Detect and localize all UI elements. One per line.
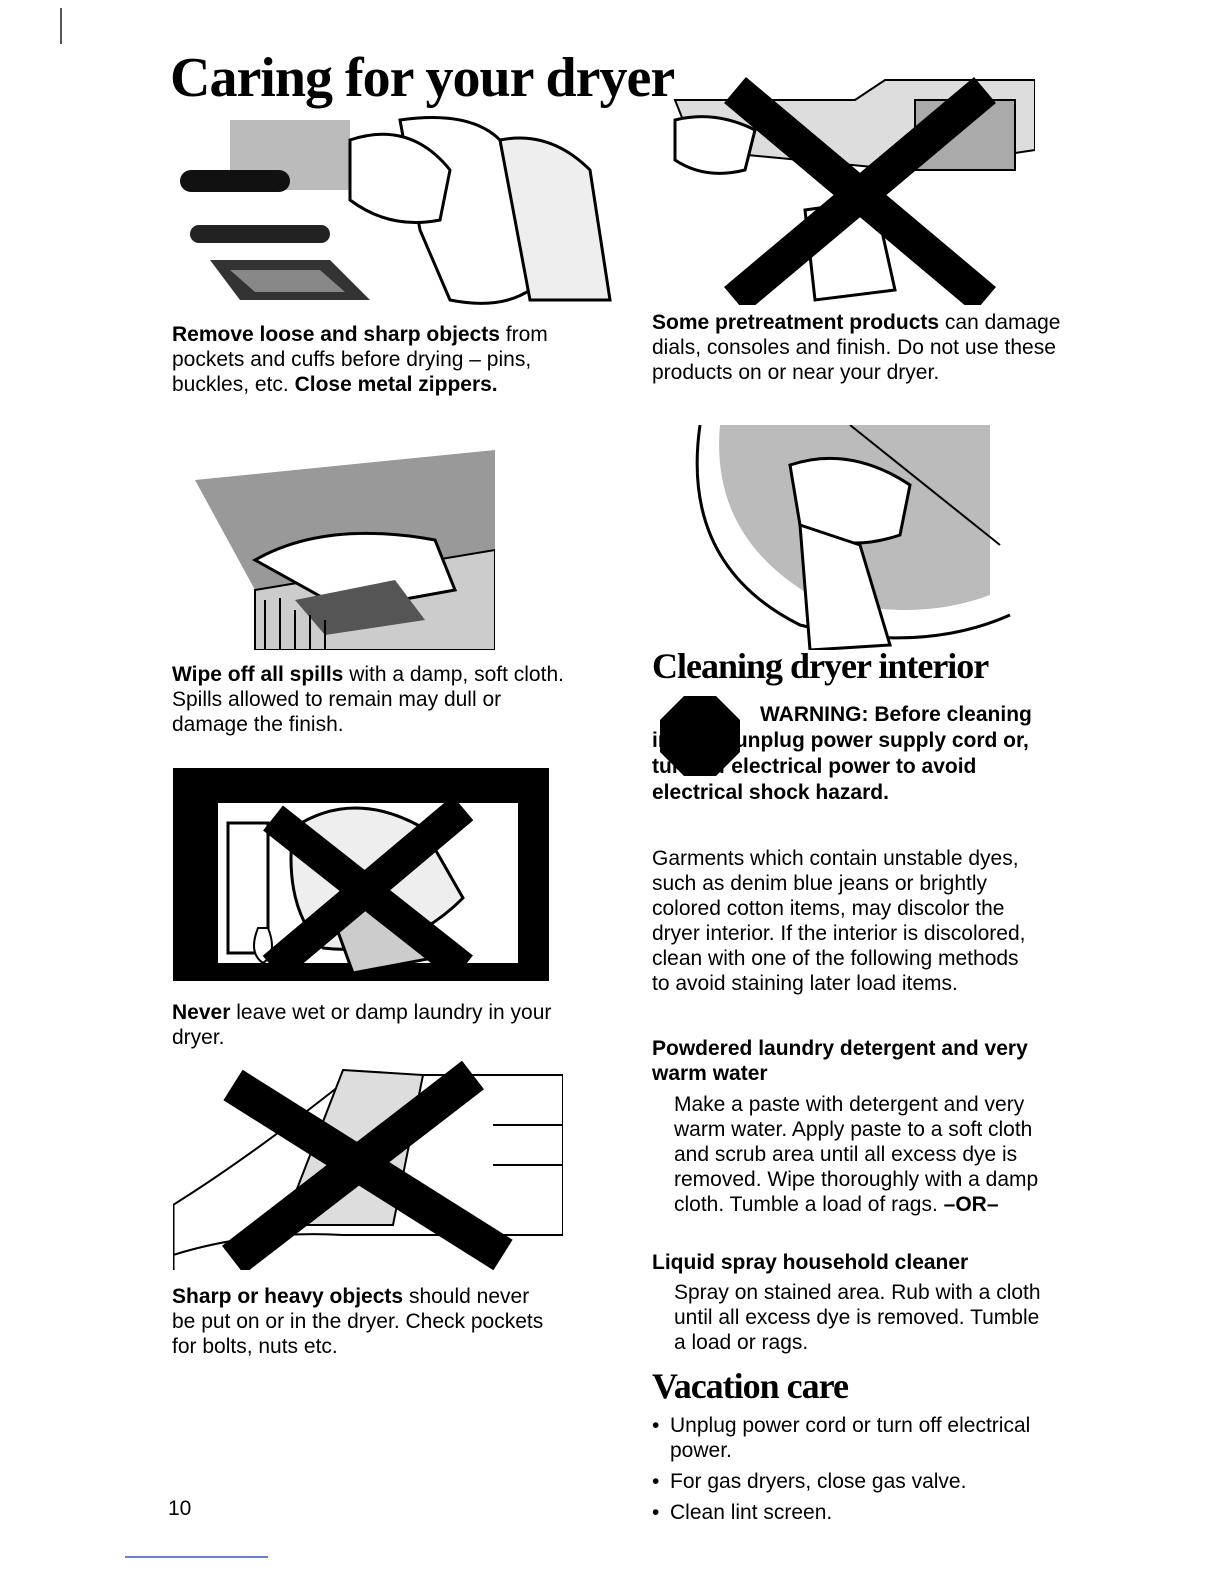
never-bold: Never [172,1001,231,1024]
method2-title: Liquid spray household cleaner [652,1251,969,1274]
bottom-rule [125,1556,268,1558]
illustration-wipe-spill [195,440,495,650]
pretreatment-text [652,310,1072,385]
method1-body: Make a paste with detergent and very warm water. Apply paste to a soft cloth and scrub area until all excess dye is removed. Wipe thoroughly with a damp cloth. Tumble a load of rags. [674,1093,1039,1216]
warning-text: WARNING: Before cleaning interior, unplug power supply cord or, turn off electrical power to avoid electrical shock hazard. [652,703,1032,804]
page-number: 10 [168,1497,192,1520]
illustration-pretreatment-x [655,60,1035,305]
vacation-item-2: For gas dryers, close gas valve. [670,1470,967,1493]
sharp-heavy-body: should never be put on or in the dryer. Check pockets for bolts, nuts etc. [172,1285,544,1358]
sharp-heavy-bold: Sharp or heavy objects [172,1285,404,1308]
remove-objects-bold: Remove loose and sharp objects [172,323,500,346]
list-item [652,1413,1052,1463]
cleaning-intro-text: Garments which contain unstable dyes, such as denim blue jeans or brightly colored cotton items, may discolor the dryer interior. If the interior is discolored, clean with one of the following methods to avoid staining later load items. [652,847,1026,995]
sharp-heavy-text [172,1284,552,1359]
method1-title: Powdered laundry detergent and very warm water [652,1037,1028,1085]
close-zippers-bold: Close metal zippers. [294,373,498,396]
remove-objects-text [172,322,612,397]
pretreatment-body: can damage dials, consoles and finish. Do not use these products on or near your dryer. [652,311,1061,384]
bullet-icon: • [652,1501,660,1524]
bullet-icon: • [652,1414,660,1437]
vacation-item-3: Clean lint screen. [670,1501,833,1524]
wipe-spills-text [172,662,582,737]
vacation-item-1: Unplug power cord or turn off electrical power. [670,1414,1031,1462]
page-title: Caring for your dryer [170,47,675,109]
illustration-dryer-top-x [173,1055,563,1270]
cleaning-heading: Cleaning dryer interior [652,646,989,686]
illustration-wet-laundry-x [173,768,549,981]
illustration-drum-wipe [680,425,1020,650]
illustration-sharp-objects [170,110,620,310]
vacation-list [652,1413,1052,1531]
wipe-spills-body: with a damp, soft cloth. Spills allowed to remain may dull or damage the finish. [172,663,564,736]
wipe-spills-bold: Wipe off all spills [172,663,344,686]
method1-or: –OR– [943,1193,999,1216]
method2-text: Spray on stained area. Rub with a cloth until all excess dye is removed. Tumble a load or rags. [674,1281,1041,1354]
vacation-heading: Vacation care [652,1366,848,1406]
list-item [652,1469,1052,1494]
pretreatment-bold: Some pretreatment products [652,311,940,334]
list-item [652,1500,1052,1525]
bullet-icon: • [652,1470,660,1493]
remove-objects-body: from pockets and cuffs before drying – pins, buckles, etc. [172,323,548,396]
method1-text [674,1092,1054,1217]
never-wet-laundry-text [172,1000,562,1050]
margin-mark [60,8,62,44]
never-body: leave wet or damp laundry in your dryer. [172,1001,552,1049]
